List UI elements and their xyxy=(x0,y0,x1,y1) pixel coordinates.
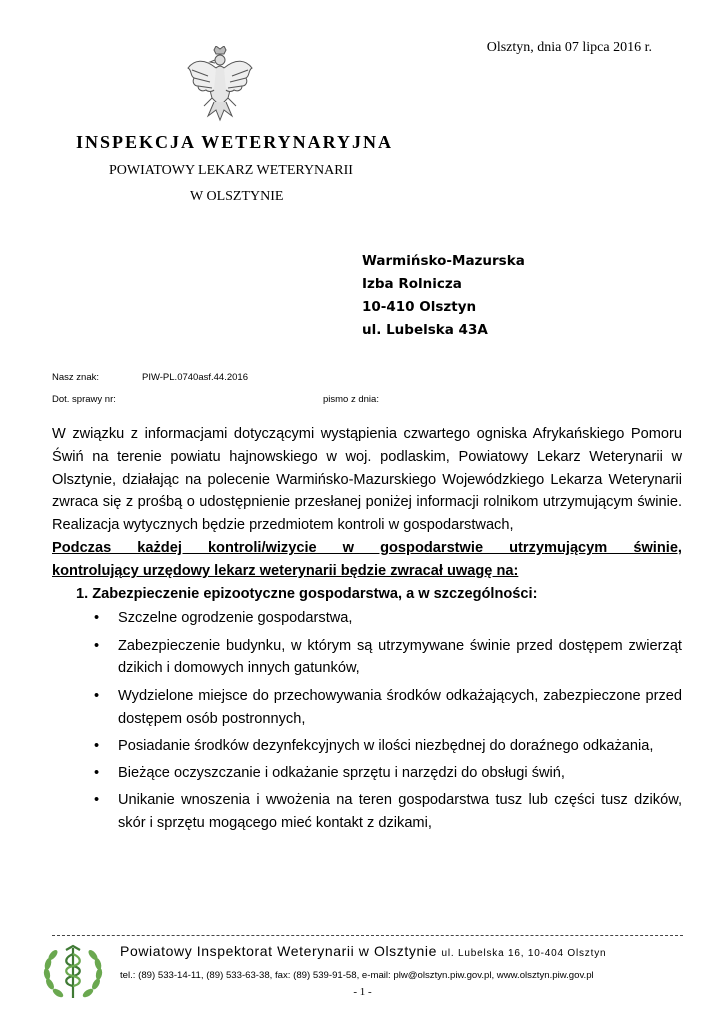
recipient-line-1: Warmińsko-Mazurska xyxy=(362,253,525,269)
bullet-icon: • xyxy=(94,792,100,809)
polish-eagle-emblem xyxy=(186,46,254,122)
bullet-icon: • xyxy=(94,737,100,754)
footer-divider xyxy=(52,935,683,936)
list-item: • Unikanie wnoszenia i wwożenia na teren gospodarstwa tusz lub części tusz dzików, skór i sprzętu mogącego mieć kontakt z dzikami, xyxy=(52,789,682,835)
intro-paragraph: W związku z informacjami dotyczącymi wystąpienia czwartego ogniska Afrykańskiego Pomoru Świń na terenie powiatu hajnowskiego w woj. podlaskim, Powiatowy Lekarz Weterynarii w Olsztynie, działając na polecenie Warmińsko-Mazurskiego Wojewódzkiego Lekarza Weterynarii zwraca się z prośbą o udostępnienie przesłanej poniżej informacji rolnikom utrzymującym świnie. Realizacja wytycznych będzie przedmiotem kontroli w gospodarstwach, xyxy=(52,426,682,534)
bullet-icon: • xyxy=(94,765,100,782)
footer-institution xyxy=(120,943,606,959)
footer-contact: tel.: (89) 533-14-11, (89) 533-63-38, fax: (89) 539-91-58, e-mail: plw@olsztyn.piw.gov.pl, www.olsztyn.piw.gov.pl xyxy=(120,970,594,981)
document-date: Olsztyn, dnia 07 lipca 2016 r. xyxy=(486,40,652,55)
list-item: • Wydzielone miejsce do przechowywania środków odkażających, zabezpieczone przed dostępem osób postronnych, xyxy=(52,685,682,731)
list-item: • Posiadanie środków dezynfekcyjnych w ilości niezbędnej do doraźnego odkażania, xyxy=(52,735,682,758)
letter-date-label: pismo z dnia: xyxy=(323,394,379,405)
emphasis-line-2: kontrolujący urzędowy lekarz weterynarii będzie zwracał uwagę na: xyxy=(52,562,519,579)
list-item: • Zabezpieczenie budynku, w którym są utrzymywane świnie przed dostępem zwierząt dzikich i domowych innych gatunków, xyxy=(52,635,682,681)
emphasis-line-1: Podczas każdej kontroli/wizycie w gospodarstwie utrzymującym świnie, xyxy=(52,539,682,556)
inspection-emphasis xyxy=(52,537,682,583)
list-item: • Szczelne ogrodzenie gospodarstwa, xyxy=(52,607,682,630)
numbered-item-1 xyxy=(52,583,682,606)
institution-subtitle: POWIATOWY LEKARZ WETERYNARII xyxy=(109,163,353,178)
our-ref-label: Nasz znak: xyxy=(52,372,99,383)
biosecurity-list xyxy=(52,607,682,835)
bullet-icon: • xyxy=(94,637,100,654)
list-item: • Bieżące oczyszczanie i odkażanie sprzętu i narzędzi do obsługi świń, xyxy=(52,762,682,785)
case-number-label: Dot. sprawy nr: xyxy=(52,394,116,405)
page-number: - 1 - xyxy=(353,986,372,998)
footer-institution-name: Powiatowy Inspektorat Weterynarii w Olsztynie xyxy=(120,943,437,959)
letter-body xyxy=(52,423,682,840)
institution-city: W OLSZTYNIE xyxy=(190,189,284,204)
our-ref-value: PIW-PL.0740asf.44.2016 xyxy=(142,372,248,383)
recipient-line-4: ul. Lubelska 43A xyxy=(362,322,488,338)
bullet-icon: • xyxy=(94,687,100,704)
item-number: 1. xyxy=(76,585,89,602)
footer-address: ul. Lubelska 16, 10-404 Olsztyn xyxy=(441,948,607,959)
recipient-line-2: Izba Rolnicza xyxy=(362,276,462,292)
bullet-icon: • xyxy=(94,610,100,627)
recipient-line-3: 10-410 Olsztyn xyxy=(362,299,477,315)
item-title: Zabezpieczenie epizootyczne gospodarstwa, a w szczególności: xyxy=(92,585,538,602)
institution-title: INSPEKCJA WETERYNARYJNA xyxy=(76,132,393,152)
